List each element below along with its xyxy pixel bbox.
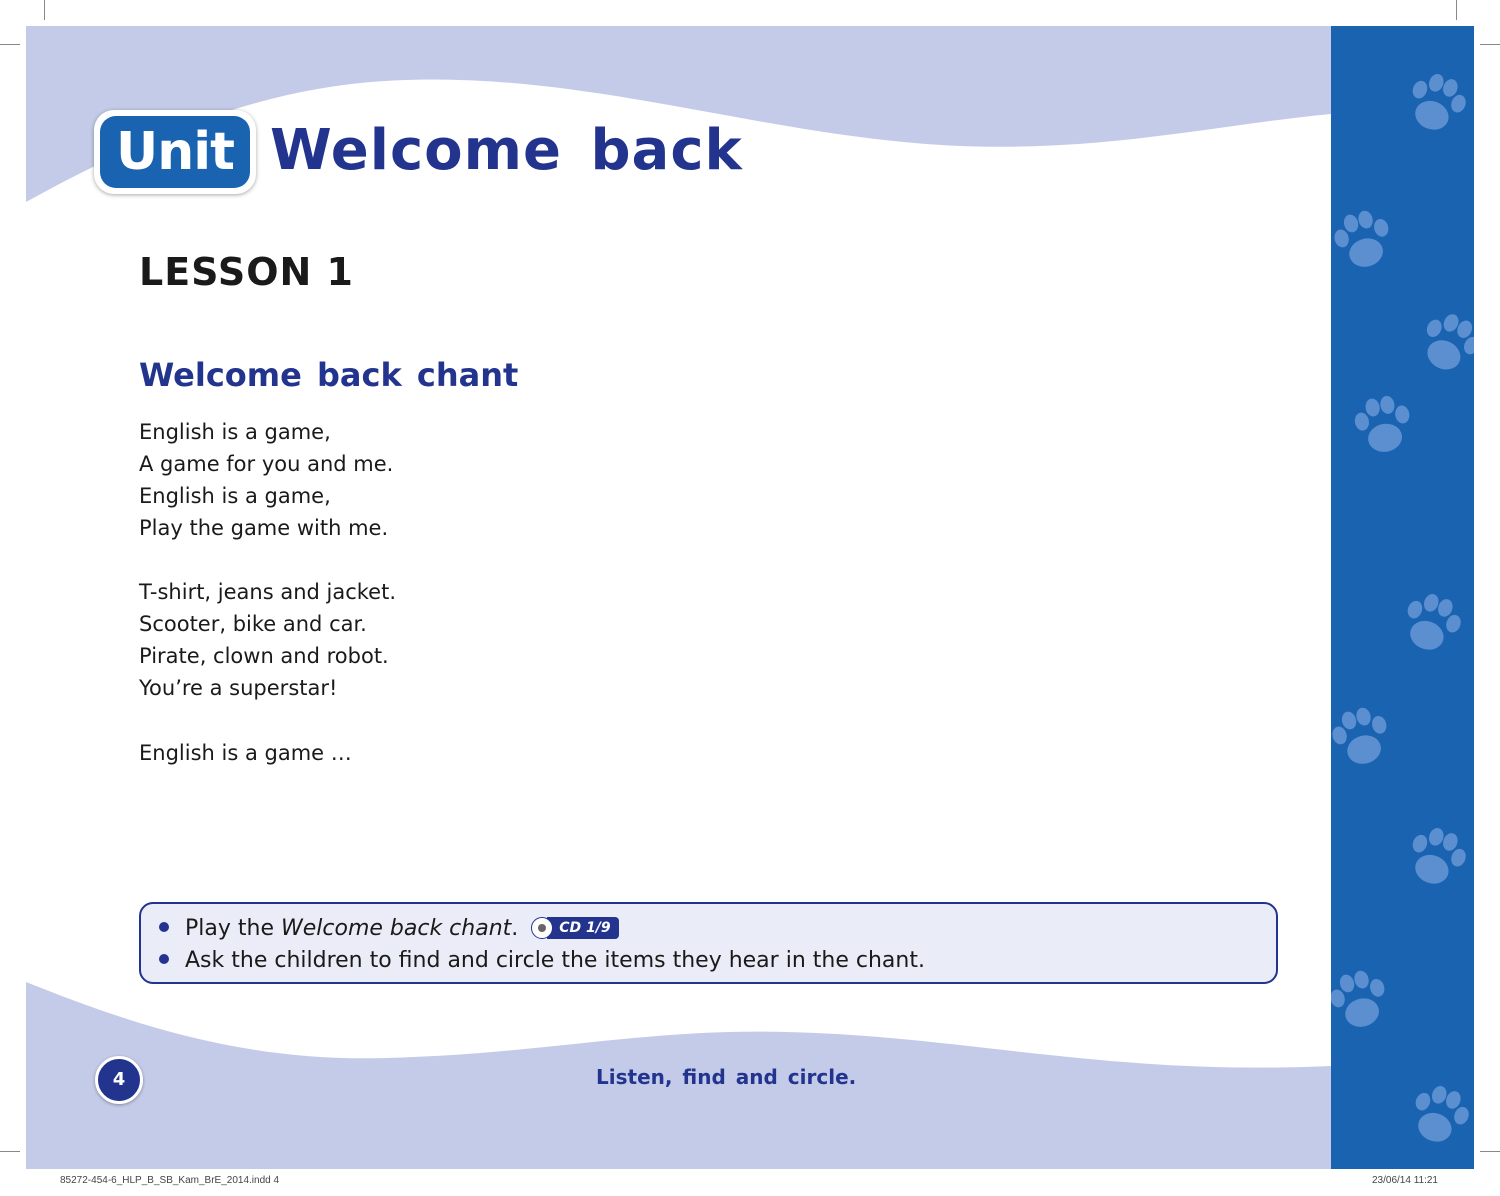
verse-line: English is a game, <box>139 420 331 444</box>
paw-print-sidebar <box>1331 26 1474 1169</box>
note-line-2 <box>159 948 925 973</box>
paw-pattern <box>1331 26 1474 1169</box>
verse-line: Play the game with me. <box>139 516 389 540</box>
verse-line: English is a game, <box>139 484 331 508</box>
unit-title: Welcome back <box>270 118 743 183</box>
lesson-heading: LESSON 1 <box>139 250 354 294</box>
paw-print-icon <box>1331 206 1397 273</box>
verse-line: English is a game … <box>139 741 352 765</box>
note-text: . <box>511 916 519 941</box>
crop-mark <box>1480 44 1500 45</box>
paw-print-icon <box>1351 393 1415 457</box>
verse-line: T-shirt, jeans and jacket. <box>139 580 397 604</box>
paw-print-icon <box>1402 822 1472 892</box>
note-text: Ask the children to find and circle the items they hear in the chant. <box>185 948 925 973</box>
bullet-icon <box>159 954 169 964</box>
chant-verse-3 <box>139 737 352 769</box>
note-line-1 <box>159 916 619 941</box>
verse-line: Scooter, bike and car. <box>139 612 367 636</box>
verse-line: Pirate, clown and robot. <box>139 644 389 668</box>
crop-mark <box>1480 1151 1500 1152</box>
chant-title: Welcome back chant <box>139 356 519 394</box>
cd-track-badge <box>531 915 618 939</box>
unit-badge-label: Unit <box>100 116 250 188</box>
cd-track-label: CD 1/9 <box>547 917 618 939</box>
slug-file-name: 85272-454-6_HLP_B_SB_Kam_BrE_2014.indd 4 <box>60 1175 280 1186</box>
crop-mark <box>0 44 20 45</box>
crop-mark <box>0 1151 20 1152</box>
footer-instruction: Listen, find and circle. <box>596 1065 857 1089</box>
paw-print-icon <box>1414 306 1474 379</box>
verse-line: You’re a superstar! <box>139 676 338 700</box>
page-number: 4 <box>95 1056 143 1104</box>
crop-mark <box>1456 0 1457 20</box>
chant-verse-2 <box>139 576 396 704</box>
note-text: Play the <box>185 916 281 941</box>
slug-date: 23/06/14 11:21 <box>1372 1175 1438 1186</box>
teacher-notes-box <box>139 902 1278 984</box>
paw-print-icon <box>1402 68 1472 138</box>
crop-mark <box>44 0 45 20</box>
paw-print-icon <box>1405 1080 1474 1150</box>
chant-verse-1 <box>139 416 393 544</box>
paw-print-icon <box>1397 588 1467 658</box>
note-chant-name: Welcome back chant <box>280 916 512 941</box>
paw-print-icon <box>1331 966 1393 1033</box>
unit-badge <box>94 110 256 194</box>
bullet-icon <box>159 922 169 932</box>
paw-print-icon <box>1331 703 1395 770</box>
verse-line: A game for you and me. <box>139 452 394 476</box>
